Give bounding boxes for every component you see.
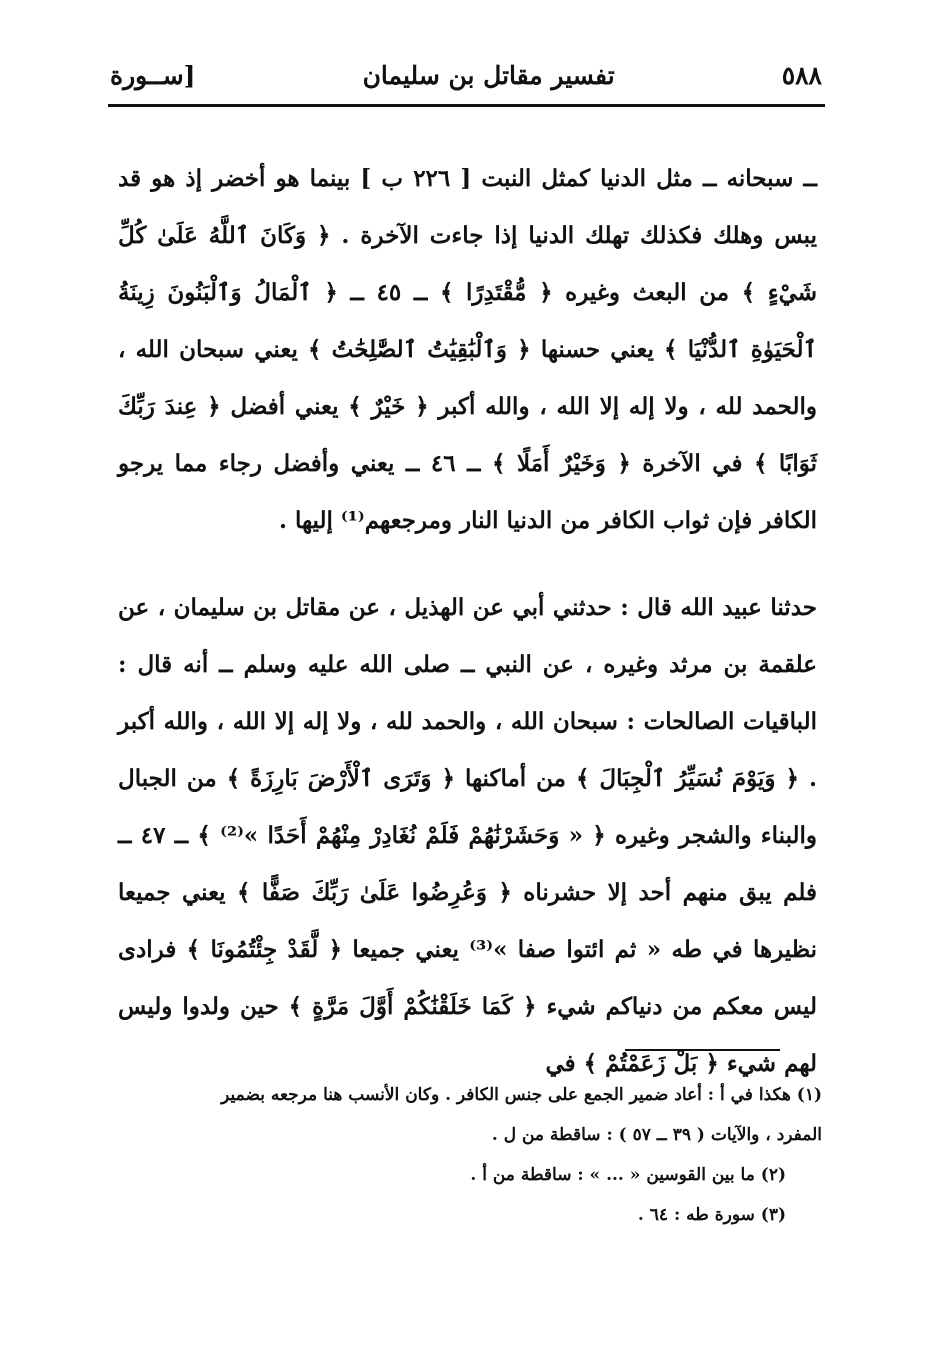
surah-label: [ســورة: [110, 60, 196, 90]
header-rule: [108, 104, 825, 107]
footnote-2: (٢) ما بين القوسين « ... » : ساقطة من أ .: [470, 1165, 786, 1185]
paragraph-1: ــ سبحانه ــ مثل الدنيا كمثل النبت [ ٢٢٦ ب ] بينما هو أخضر إذ هو قد يبس وهلك فكذلك تهلك الدنيا إذا جاءت الآخرة . ﴿ وَكَانَ ٱللَّهُ عَلَىٰ كُلِّ شَيْءٍ ﴾ من البعث وغيره ﴿ مُّقْتَدِرًا ﴾ ــ ٤٥ ــ ﴿ ٱلْمَالُ وَٱلْبَنُونَ زِينَةُ ٱلْحَيَوٰةِ ٱلدُّنْيَا ﴾ يعني حسنها ﴿ وَٱلْبَٰقِيَٰتُ ٱلصَّٰلِحَٰتُ ﴾ يعني سبحان الله ، والحمد لله ، ولا إله إلا الله ، والله أكبر ﴿ خَيْرٌ ﴾ يعني أفضل ﴿ عِندَ رَبِّكَ ثَوَابًا ﴾ في الآخرة ﴿ وَخَيْرٌ أَمَلًا ﴾ ــ ٤٦ ــ يعني وأفضل رجاء مما يرجو الكافر فإن ثواب الكافر من الدنيا النار ومرجعهم⁽¹⁾ إليها .: [118, 165, 818, 534]
paragraph-2: حدثنا عبيد الله قال : حدثني أبي عن الهذيل ، عن مقاتل بن سليمان ، عن علقمة بن مرثد وغيره ، عن النبي ــ صلى الله عليه وسلم ــ أنه قال : الباقيات الصالحات : سبحان الله ، والحمد لله ، ولا إله إلا الله ، والله أكبر . ﴿ وَيَوْمَ نُسَيِّرُ ٱلْجِبَالَ ﴾ من أماكنها ﴿ وَتَرَى ٱلْأَرْضَ بَارِزَةً ﴾ من الجبال والبناء والشجر وغيره ﴿ « وَحَشَرْنَٰهُمْ فَلَمْ نُغَادِرْ مِنْهُمْ أَحَدًا »⁽²⁾ ﴾ ــ ٤٧ ــ فلم يبق منهم أحد إلا حشرناه ﴿ وَعُرِضُوا عَلَىٰ رَبِّكَ صَفًّا ﴾ يعني جميعا نظيرها في طه « ثم ائتوا صفا »⁽³⁾ يعني جميعا ﴿ لَّقَدْ جِئْتُمُونَا ﴾ فرادى ليس معكم من دنياكم شيء ﴿ كَمَا خَلَقْنَٰكُمْ أَوَّلَ مَرَّةٍ ﴾ حين ولدوا وليس لهم شيء ﴿ بَلْ زَعَمْتُمْ ﴾ في: [118, 594, 818, 1077]
page-number: ٥٨٨: [781, 60, 822, 90]
footnote-1-line-2: المفرد ، والآيات ( ٣٩ ــ ٥٧ ) : ساقطة من ل .: [491, 1125, 822, 1145]
footnotes: [118, 1075, 822, 1235]
footnote-1-line-1: (١) هكذا في أ : أعاد ضمير الجمع على جنس الكافر . وكان الأنسب هنا مرجعه بضمير: [221, 1085, 822, 1105]
footnote-3: (٣) سورة طه : ٦٤ .: [637, 1205, 786, 1225]
footnote-rule: [625, 1049, 780, 1051]
book-title: تفسير مقاتل بن سليمان: [362, 60, 615, 90]
page-header: [110, 52, 822, 98]
main-text: [118, 150, 817, 1092]
